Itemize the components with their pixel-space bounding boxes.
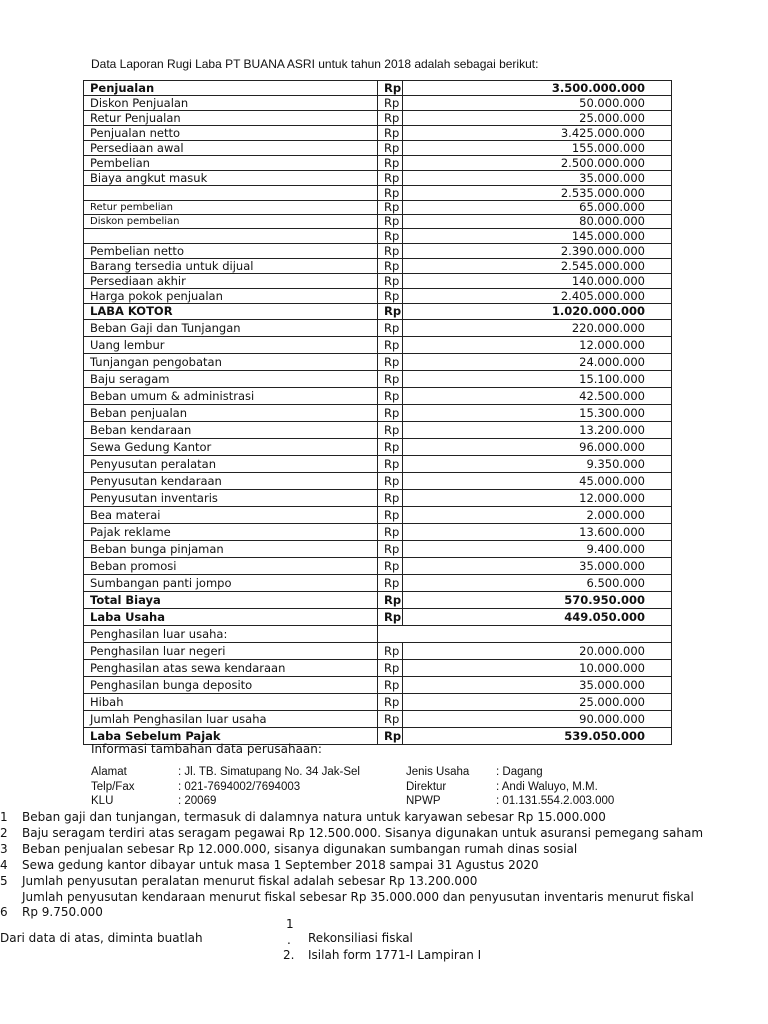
row-currency: Rp: [378, 490, 403, 507]
company-info-left: [91, 765, 360, 809]
row-label: Penghasilan luar negeri: [84, 643, 378, 660]
note-number: 6: [0, 905, 8, 919]
row-currency: Rp: [378, 558, 403, 575]
row-amount: 3.425.000.000: [403, 126, 672, 141]
row-label: Penghasilan bunga deposito: [84, 677, 378, 694]
row-label: [84, 186, 378, 201]
note-text: Beban penjualan sebesar Rp 12.000.000, sisanya digunakan sumbangan rumah dinas sosial: [22, 842, 578, 856]
business-type-row: [406, 765, 614, 780]
statement-row: [84, 320, 672, 337]
statement-row: [84, 694, 672, 711]
row-currency: Rp: [378, 186, 403, 201]
row-currency: [378, 626, 672, 643]
director-value: : Andi Waluyo, M.M.: [496, 780, 598, 793]
row-amount: 12.000.000: [403, 337, 672, 354]
row-label: Tunjangan pengobatan: [84, 354, 378, 371]
director-label: Direktur: [406, 780, 447, 793]
row-currency: Rp: [378, 81, 403, 96]
row-currency: Rp: [378, 215, 403, 229]
statement-row: [84, 304, 672, 320]
document-title: Data Laporan Rugi Laba PT BUANA ASRI untuk tahun 2018 adalah sebagai berikut:: [91, 57, 539, 71]
row-label: Harga pokok penjualan: [84, 289, 378, 304]
row-amount: 2.545.000.000: [403, 259, 672, 274]
row-amount: 13.200.000: [403, 422, 672, 439]
note-text: Jumlah penyusutan peralatan menurut fiskal adalah sebesar Rp 13.200.000: [22, 874, 478, 888]
row-amount: 10.000.000: [403, 660, 672, 677]
row-currency: Rp: [378, 201, 403, 215]
row-currency: Rp: [378, 156, 403, 171]
row-amount: 13.600.000: [403, 524, 672, 541]
note-text: Baju seragam terdiri atas seragam pegawai Rp 12.500.000. Sisanya digunakan untuk asuransi pemegang saham: [22, 826, 704, 840]
statement-row: [84, 626, 672, 643]
note-item: [0, 905, 768, 920]
row-amount: 35.000.000: [403, 171, 672, 186]
row-currency: Rp: [378, 244, 403, 259]
statement-row: [84, 456, 672, 473]
npwp-row: [406, 794, 614, 809]
row-currency: Rp: [378, 320, 403, 337]
statement-row: [84, 156, 672, 171]
statement-row: [84, 643, 672, 660]
row-amount: 155.000.000: [403, 141, 672, 156]
row-amount: 12.000.000: [403, 490, 672, 507]
row-label: Barang tersedia untuk dijual: [84, 259, 378, 274]
row-currency: Rp: [378, 456, 403, 473]
statement-row: [84, 711, 672, 728]
notes-list: [0, 810, 768, 920]
row-currency: Rp: [378, 473, 403, 490]
row-currency: Rp: [378, 354, 403, 371]
statement-row: [84, 439, 672, 456]
task-1: Rekonsiliasi fiskal: [308, 931, 413, 945]
row-amount: 145.000.000: [403, 229, 672, 244]
note-number: 1: [0, 810, 8, 824]
note-text: Jumlah penyusutan kendaraan menurut fiskal sebesar Rp 35.000.000 dan penyusutan inventaris menurut fiskal: [22, 890, 694, 904]
row-currency: Rp: [378, 371, 403, 388]
row-amount: 570.950.000: [403, 592, 672, 609]
row-currency: Rp: [378, 660, 403, 677]
row-label: Retur pembelian: [84, 201, 378, 215]
statement-row: [84, 215, 672, 229]
note-item: [0, 810, 768, 826]
statement-row: [84, 244, 672, 259]
phone-row: [91, 780, 360, 795]
note-number: 3: [0, 842, 8, 856]
statement-row: [84, 141, 672, 156]
row-currency: Rp: [378, 524, 403, 541]
row-label: Biaya angkut masuk: [84, 171, 378, 186]
row-label: Uang lembur: [84, 337, 378, 354]
statement-row: [84, 96, 672, 111]
row-label: Penyusutan kendaraan: [84, 473, 378, 490]
row-label: Beban penjualan: [84, 405, 378, 422]
row-label: Sumbangan panti jompo: [84, 575, 378, 592]
row-amount: 90.000.000: [403, 711, 672, 728]
row-label: Penyusutan peralatan: [84, 456, 378, 473]
row-currency: Rp: [378, 259, 403, 274]
row-label: Beban kendaraan: [84, 422, 378, 439]
note-item: [0, 874, 768, 890]
row-currency: Rp: [378, 405, 403, 422]
row-amount: 9.350.000: [403, 456, 672, 473]
task-1-number: 1: [286, 917, 294, 931]
note-number: 4: [0, 858, 8, 872]
statement-row: [84, 388, 672, 405]
row-label: Diskon pembelian: [84, 215, 378, 229]
row-label: Beban umum & administrasi: [84, 388, 378, 405]
row-currency: Rp: [378, 388, 403, 405]
note-item: [0, 858, 768, 874]
phone-label: Telp/Fax: [91, 780, 135, 793]
row-label: Persediaan akhir: [84, 274, 378, 289]
address-row: [91, 765, 360, 780]
row-label: Retur Penjualan: [84, 111, 378, 126]
row-amount: 65.000.000: [403, 201, 672, 215]
statement-row: [84, 274, 672, 289]
row-amount: 2.405.000.000: [403, 289, 672, 304]
row-label: Hibah: [84, 694, 378, 711]
row-amount: 25.000.000: [403, 694, 672, 711]
row-currency: Rp: [378, 507, 403, 524]
row-amount: 2.500.000.000: [403, 156, 672, 171]
statement-row: [84, 592, 672, 609]
row-amount: 80.000.000: [403, 215, 672, 229]
statement-row: [84, 201, 672, 215]
npwp-value: : 01.131.554.2.003.000: [496, 795, 615, 807]
row-currency: Rp: [378, 575, 403, 592]
row-currency: Rp: [378, 643, 403, 660]
task-intro: Dari data di atas, diminta buatlah: [0, 931, 203, 945]
row-amount: 35.000.000: [403, 677, 672, 694]
statement-row: [84, 524, 672, 541]
statement-row: [84, 541, 672, 558]
statement-row: [84, 171, 672, 186]
note-number: 5: [0, 874, 8, 888]
address-value: : Jl. TB. Simatupang No. 34 Jak-Sel: [178, 766, 360, 778]
row-label: Penjualan: [84, 81, 378, 96]
row-currency: Rp: [378, 694, 403, 711]
row-currency: Rp: [378, 337, 403, 354]
phone-value: : 021-7694002/7694003: [178, 780, 301, 793]
npwp-label: NPWP: [406, 795, 441, 807]
row-label: Jumlah Penghasilan luar usaha: [84, 711, 378, 728]
row-currency: Rp: [378, 677, 403, 694]
statement-row: [84, 81, 672, 96]
row-amount: 2.535.000.000: [403, 186, 672, 201]
row-currency: Rp: [378, 422, 403, 439]
row-currency: Rp: [378, 141, 403, 156]
row-label: Beban bunga pinjaman: [84, 541, 378, 558]
row-amount: 2.000.000: [403, 507, 672, 524]
note-item: [0, 826, 768, 842]
row-amount: 3.500.000.000: [403, 81, 672, 96]
row-label: Penghasilan atas sewa kendaraan: [84, 660, 378, 677]
statement-row: [84, 422, 672, 439]
row-amount: 42.500.000: [403, 388, 672, 405]
additional-info-title: Informasi tambahan data perusahaan:: [91, 742, 322, 756]
address-label: Alamat: [91, 766, 127, 778]
row-currency: Rp: [378, 274, 403, 289]
note-text: Beban gaji dan tunjangan, termasuk di dalamnya natura untuk karyawan sebesar Rp 15.000.000: [22, 810, 606, 824]
statement-row: [84, 575, 672, 592]
company-info-right: [406, 765, 614, 809]
business-type-label: Jenis Usaha: [406, 766, 470, 778]
row-currency: Rp: [378, 609, 403, 626]
statement-row: [84, 337, 672, 354]
row-amount: 2.390.000.000: [403, 244, 672, 259]
statement-row: [84, 660, 672, 677]
director-row: [406, 780, 614, 795]
row-amount: 9.400.000: [403, 541, 672, 558]
row-currency: Rp: [378, 171, 403, 186]
row-currency: Rp: [378, 592, 403, 609]
klu-value: : 20069: [178, 795, 217, 807]
note-text: Rp 9.750.000: [22, 905, 103, 919]
note-item: [0, 842, 768, 858]
row-label: Penyusutan inventaris: [84, 490, 378, 507]
statement-row: [84, 289, 672, 304]
klu-label: KLU: [91, 795, 114, 807]
task-2-number: 2.: [283, 948, 295, 962]
row-currency: Rp: [378, 289, 403, 304]
row-currency: Rp: [378, 711, 403, 728]
row-currency: Rp: [378, 229, 403, 244]
note-number: 2: [0, 826, 8, 840]
row-label: Beban Gaji dan Tunjangan: [84, 320, 378, 337]
row-amount: 96.000.000: [403, 439, 672, 456]
statement-row: [84, 259, 672, 274]
row-amount: 35.000.000: [403, 558, 672, 575]
task-2: Isilah form 1771-I Lampiran I: [308, 948, 482, 962]
income-statement-table: [83, 80, 672, 745]
business-type-value: : Dagang: [496, 766, 543, 778]
statement-row: [84, 186, 672, 201]
row-currency: Rp: [378, 304, 403, 320]
row-amount: 6.500.000: [403, 575, 672, 592]
statement-row: [84, 677, 672, 694]
row-label: Laba Sebelum Pajak: [84, 728, 378, 745]
row-amount: 20.000.000: [403, 643, 672, 660]
row-label: Bea materai: [84, 507, 378, 524]
row-label: Persediaan awal: [84, 141, 378, 156]
row-amount: 50.000.000: [403, 96, 672, 111]
row-amount: 1.020.000.000: [403, 304, 672, 320]
statement-row: [84, 126, 672, 141]
row-currency: Rp: [378, 728, 403, 745]
row-label: Pembelian netto: [84, 244, 378, 259]
statement-row: [84, 609, 672, 626]
row-label: Sewa Gedung Kantor: [84, 439, 378, 456]
statement-row: [84, 473, 672, 490]
row-label: Total Biaya: [84, 592, 378, 609]
statement-row: [84, 354, 672, 371]
row-amount: 539.050.000: [403, 728, 672, 745]
task-1-dot: .: [287, 933, 291, 947]
note-text: Sewa gedung kantor dibayar untuk masa 1 September 2018 sampai 31 Agustus 2020: [22, 858, 539, 872]
statement-row: [84, 371, 672, 388]
row-label: Beban promosi: [84, 558, 378, 575]
klu-row: [91, 794, 360, 809]
row-label: Pembelian: [84, 156, 378, 171]
row-currency: Rp: [378, 126, 403, 141]
row-amount: 140.000.000: [403, 274, 672, 289]
statement-row: [84, 490, 672, 507]
statement-row: [84, 111, 672, 126]
row-currency: Rp: [378, 541, 403, 558]
statement-row: [84, 558, 672, 575]
row-label: [84, 229, 378, 244]
row-label: Penjualan netto: [84, 126, 378, 141]
row-currency: Rp: [378, 96, 403, 111]
row-label: Diskon Penjualan: [84, 96, 378, 111]
statement-row: [84, 507, 672, 524]
row-label: Baju seragam: [84, 371, 378, 388]
row-amount: 15.300.000: [403, 405, 672, 422]
note-item: [0, 890, 768, 905]
row-currency: Rp: [378, 111, 403, 126]
row-amount: 24.000.000: [403, 354, 672, 371]
row-amount: 449.050.000: [403, 609, 672, 626]
row-amount: 25.000.000: [403, 111, 672, 126]
row-label: Penghasilan luar usaha:: [84, 626, 378, 643]
statement-row: [84, 405, 672, 422]
row-label: Pajak reklame: [84, 524, 378, 541]
row-label: LABA KOTOR: [84, 304, 378, 320]
row-label: Laba Usaha: [84, 609, 378, 626]
row-amount: 45.000.000: [403, 473, 672, 490]
row-amount: 15.100.000: [403, 371, 672, 388]
row-amount: 220.000.000: [403, 320, 672, 337]
statement-row: [84, 229, 672, 244]
row-currency: Rp: [378, 439, 403, 456]
